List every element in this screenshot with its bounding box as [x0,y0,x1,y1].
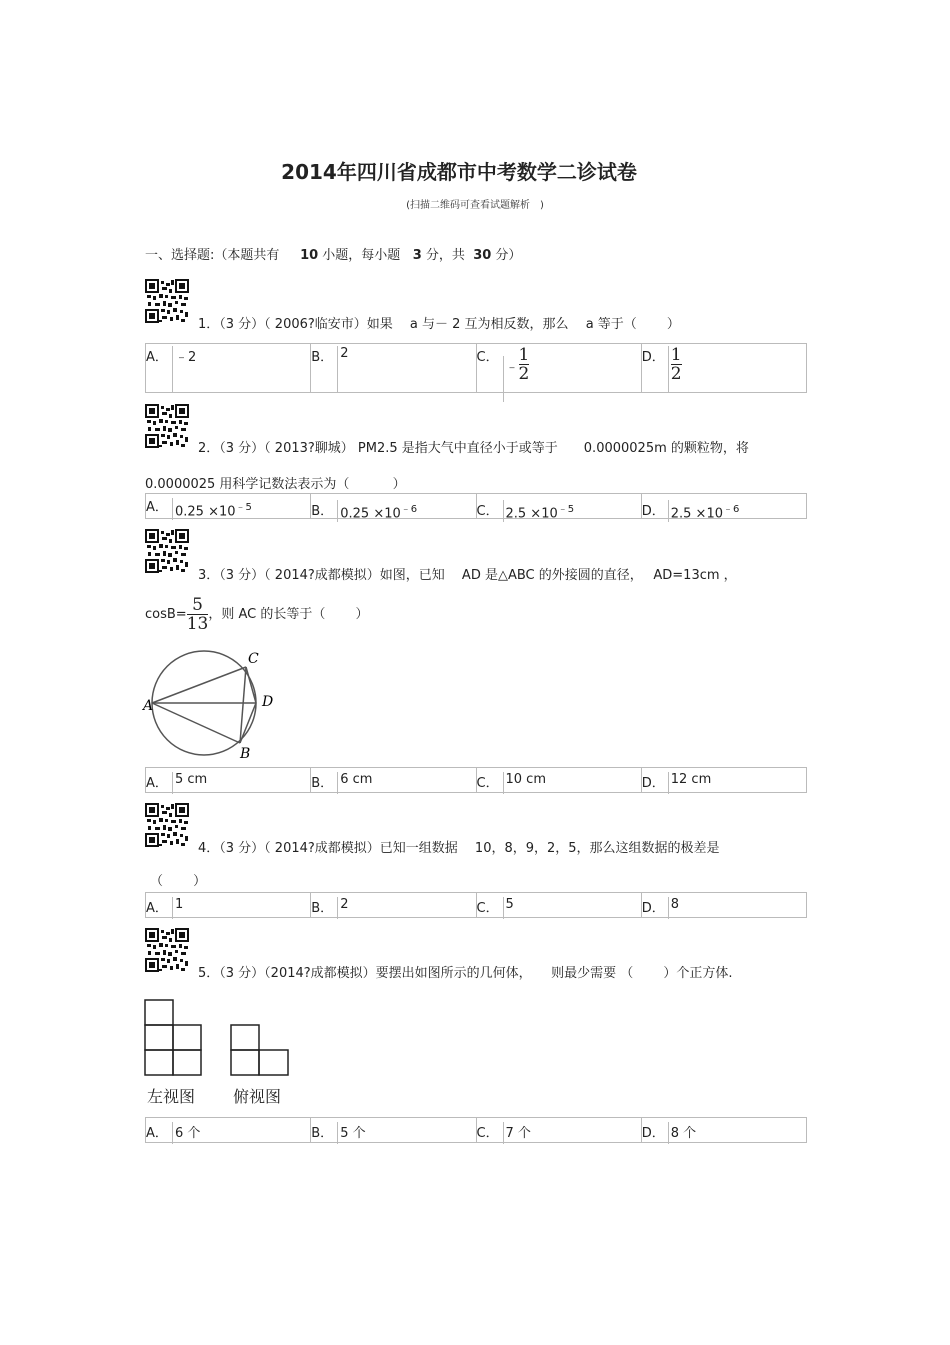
option-a[interactable]: A． 1 [146,893,311,917]
question-2-stem-cont: 0.0000025 用科学记数法表示为（ ） [145,477,406,492]
qr-code-icon[interactable] [145,928,189,972]
option-b[interactable]: B． 2 [311,344,476,392]
option-d[interactable]: D． $\frac{1}{2}$ [642,344,806,392]
point-a-label: A [143,698,154,714]
question-1-options [145,343,807,393]
option-d[interactable]: D． $2.5 \times 10^{﹣6}$ [642,494,806,518]
option-c[interactable]: C． $2.5 \times 10^{﹣5}$ [477,494,642,518]
option-c[interactable]: C． 5 [477,893,642,917]
option-c[interactable]: C． ﹣ $\frac{1}{2}$ [477,344,642,392]
fraction: $\frac{5}{13}$ [186,595,209,634]
qr-code-icon[interactable] [145,279,189,323]
point-c-label: C [248,651,259,667]
question-3-stem: 3．（3 分）（ 2014?成都模拟）如图，已知 AD 是△ABC 的外接圆的直径， AD=13cm ， [198,568,737,583]
left-view-label: 左视图 [147,1087,196,1106]
page-subtitle: (扫描二维码可查看试题解析 ) [406,200,544,211]
option-c[interactable]: C． 7 个 [477,1118,642,1142]
question-5-options [145,1117,807,1143]
option-a[interactable]: A． ﹣2 [146,344,311,392]
qr-code-icon[interactable] [145,404,189,448]
question-2-options [145,493,807,522]
views-figure [143,998,293,1108]
question-4-stem: 4．（3 分）（ 2014?成都模拟）已知一组数据 10，8，9，2，5，那么这组数据的极差是 [198,841,720,856]
question-3-options [145,767,807,793]
fraction: $\frac{1}{2}$ [670,345,682,384]
page-title: 2014年四川省成都市中考数学二诊试卷 [281,160,637,184]
option-b[interactable]: B． $0.25 \times 10^{﹣6}$ [311,494,476,518]
question-2-stem: 2．（3 分）（ 2013?聊城） PM2.5 是指大气中直径小于或等于 0.0000025m 的颗粒物，将 [198,441,749,456]
question-3-stem-cont: cosB= $\frac{5}{13}$ ，则 AC 的长等于（ ） [145,595,369,634]
fraction: $\frac{1}{2}$ [518,345,530,384]
option-b[interactable]: B． 6 cm [311,768,476,792]
option-a[interactable]: A． $0.25 \times 10^{﹣5}$ [146,494,311,518]
option-d[interactable]: D． 8 个 [642,1118,806,1142]
question-4-options [145,892,807,918]
qr-code-icon[interactable] [145,529,189,573]
question-5-stem: 5．（3 分）（2014?成都模拟）要摆出如图所示的几何体， 则最少需要 （ ）个正方体. [198,966,733,981]
option-a[interactable]: A． 5 cm [146,768,311,792]
option-c[interactable]: C． 10 cm [477,768,642,792]
section-header: 一、选择题:（本题共有 10 小题，每小题 3 分，共 30 分） [145,248,522,263]
top-view-label: 俯视图 [233,1087,282,1106]
option-b[interactable]: B． 2 [311,893,476,917]
point-b-label: B [240,746,251,762]
circle-triangle-figure [140,643,280,763]
option-d[interactable]: D． 8 [642,893,806,917]
question-1-stem: 1．（3 分）（ 2006?临安市）如果 a 与－ 2 互为相反数，那么 a 等于（ ） [198,317,680,332]
question-4-stem-cont: （ ） [150,874,207,889]
qr-code-icon[interactable] [145,803,189,847]
option-b[interactable]: B． 5 个 [311,1118,476,1142]
option-a[interactable]: A． 6 个 [146,1118,311,1142]
point-d-label: D [262,694,274,710]
option-d[interactable]: D． 12 cm [642,768,806,792]
